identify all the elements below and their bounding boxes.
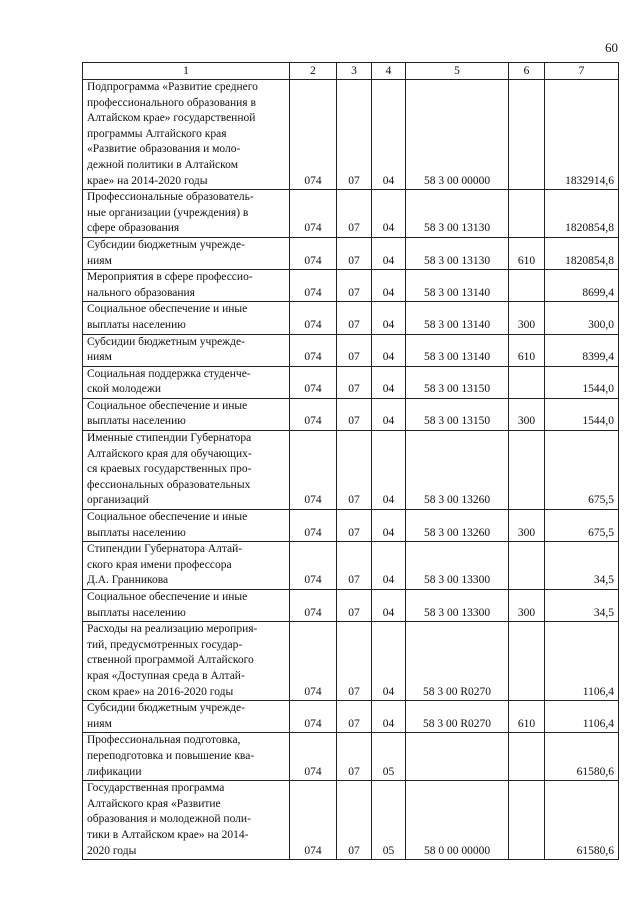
- column-header: 2: [290, 63, 337, 80]
- row-section-code: 07: [337, 622, 372, 701]
- row-subsection-code: 04: [372, 270, 406, 302]
- table-row: [83, 398, 619, 430]
- row-amount: 8699,4: [545, 270, 619, 302]
- row-name: Субсидии бюджетным учрежде- ниям: [83, 334, 290, 366]
- row-amount: 61580,6: [545, 733, 619, 781]
- row-section-code: 07: [337, 366, 372, 398]
- row-amount: 34,5: [545, 542, 619, 590]
- row-ministry-code: 074: [290, 237, 337, 269]
- column-header: 5: [406, 63, 509, 80]
- column-header: 4: [372, 63, 406, 80]
- row-expense-type: 610: [509, 237, 545, 269]
- row-ministry-code: 074: [290, 190, 337, 238]
- row-section-code: 07: [337, 334, 372, 366]
- table-row: [83, 270, 619, 302]
- row-target-article: 58 3 00 R0270: [406, 622, 509, 701]
- row-expense-type: [509, 190, 545, 238]
- table-row: [83, 334, 619, 366]
- row-ministry-code: 074: [290, 270, 337, 302]
- row-target-article: 58 3 00 13300: [406, 542, 509, 590]
- row-subsection-code: 04: [372, 302, 406, 334]
- row-name: Подпрограмма «Развитие среднего профессионального образования в Алтайском крае» государственной программы Алтайского края «Развитие образования и моло- дежной политики в Алтайском крае» на 2014-2020 годы: [83, 80, 290, 190]
- row-section-code: 07: [337, 270, 372, 302]
- row-subsection-code: 04: [372, 80, 406, 190]
- row-target-article: 58 3 00 R0270: [406, 701, 509, 733]
- row-expense-type: 300: [509, 510, 545, 542]
- row-section-code: 07: [337, 781, 372, 860]
- row-name: Субсидии бюджетным учрежде- ниям: [83, 701, 290, 733]
- row-amount: 1106,4: [545, 622, 619, 701]
- row-expense-type: [509, 781, 545, 860]
- table-row: [83, 542, 619, 590]
- row-ministry-code: 074: [290, 510, 337, 542]
- row-subsection-code: 04: [372, 542, 406, 590]
- row-target-article: [406, 733, 509, 781]
- row-name: Стипендии Губернатора Алтай- ского края имени профессора Д.А. Гранникова: [83, 542, 290, 590]
- table-row: [83, 510, 619, 542]
- table-row: [83, 431, 619, 510]
- row-name: Социальное обеспечение и иные выплаты населению: [83, 510, 290, 542]
- row-expense-type: [509, 431, 545, 510]
- row-subsection-code: 05: [372, 781, 406, 860]
- row-section-code: 07: [337, 431, 372, 510]
- row-name: Именные стипендии Губернатора Алтайского края для обучающих- ся краевых государственных про- фессиональных образовательных организаций: [83, 431, 290, 510]
- row-ministry-code: 074: [290, 366, 337, 398]
- row-expense-type: 300: [509, 302, 545, 334]
- row-target-article: 58 3 00 13140: [406, 334, 509, 366]
- row-section-code: 07: [337, 398, 372, 430]
- row-amount: 1544,0: [545, 366, 619, 398]
- column-header: 6: [509, 63, 545, 80]
- row-subsection-code: 04: [372, 366, 406, 398]
- row-target-article: 58 0 00 00000: [406, 781, 509, 860]
- row-amount: 1820854,8: [545, 237, 619, 269]
- row-expense-type: [509, 270, 545, 302]
- row-name: Социальное обеспечение и иные выплаты населению: [83, 398, 290, 430]
- table-row: [83, 80, 619, 190]
- row-section-code: 07: [337, 590, 372, 622]
- row-ministry-code: 074: [290, 781, 337, 860]
- row-amount: 300,0: [545, 302, 619, 334]
- row-target-article: 58 3 00 13140: [406, 270, 509, 302]
- column-header: 3: [337, 63, 372, 80]
- table-row: [83, 701, 619, 733]
- table-row: [83, 366, 619, 398]
- row-target-article: 58 3 00 13130: [406, 190, 509, 238]
- row-amount: 1106,4: [545, 701, 619, 733]
- column-header: 1: [83, 63, 290, 80]
- row-section-code: 07: [337, 733, 372, 781]
- row-expense-type: 610: [509, 334, 545, 366]
- table-row: [83, 590, 619, 622]
- row-target-article: 58 3 00 00000: [406, 80, 509, 190]
- row-expense-type: 300: [509, 590, 545, 622]
- column-number-row: [83, 63, 619, 80]
- row-amount: 1832914,6: [545, 80, 619, 190]
- row-subsection-code: 05: [372, 733, 406, 781]
- row-expense-type: [509, 542, 545, 590]
- row-name: Мероприятия в сфере профессио- нального образования: [83, 270, 290, 302]
- row-ministry-code: 074: [290, 622, 337, 701]
- row-ministry-code: 074: [290, 542, 337, 590]
- row-amount: 1820854,8: [545, 190, 619, 238]
- row-section-code: 07: [337, 510, 372, 542]
- row-name: Профессиональные образователь- ные организации (учреждения) в сфере образования: [83, 190, 290, 238]
- table-row: [83, 781, 619, 860]
- row-name: Государственная программа Алтайского края «Развитие образования и молодежной поли- тики в Алтайском крае» на 2014- 2020 годы: [83, 781, 290, 860]
- row-subsection-code: 04: [372, 237, 406, 269]
- row-target-article: 58 3 00 13300: [406, 590, 509, 622]
- row-name: Расходы на реализацию мероприя- тий, предусмотренных государ- ственной программой Алтайского края «Доступная среда в Алтай- ском крае» на 2016-2020 годы: [83, 622, 290, 701]
- table-row: [83, 733, 619, 781]
- row-ministry-code: 074: [290, 80, 337, 190]
- row-expense-type: [509, 80, 545, 190]
- row-ministry-code: 074: [290, 590, 337, 622]
- row-target-article: 58 3 00 13150: [406, 398, 509, 430]
- row-ministry-code: 074: [290, 398, 337, 430]
- row-amount: 8399,4: [545, 334, 619, 366]
- row-name: Социальное обеспечение и иные выплаты населению: [83, 590, 290, 622]
- row-subsection-code: 04: [372, 334, 406, 366]
- row-expense-type: [509, 733, 545, 781]
- table-row: [83, 190, 619, 238]
- row-ministry-code: 074: [290, 701, 337, 733]
- row-subsection-code: 04: [372, 701, 406, 733]
- row-name: Субсидии бюджетным учрежде- ниям: [83, 237, 290, 269]
- row-subsection-code: 04: [372, 622, 406, 701]
- row-section-code: 07: [337, 190, 372, 238]
- budget-table: [82, 62, 619, 860]
- page-number: 60: [605, 40, 618, 55]
- row-section-code: 07: [337, 701, 372, 733]
- row-section-code: 07: [337, 542, 372, 590]
- row-expense-type: [509, 366, 545, 398]
- row-amount: 61580,6: [545, 781, 619, 860]
- row-target-article: 58 3 00 13140: [406, 302, 509, 334]
- row-subsection-code: 04: [372, 510, 406, 542]
- row-name: Социальная поддержка студенче- ской молодежи: [83, 366, 290, 398]
- row-subsection-code: 04: [372, 431, 406, 510]
- row-section-code: 07: [337, 80, 372, 190]
- row-subsection-code: 04: [372, 190, 406, 238]
- row-target-article: 58 3 00 13130: [406, 237, 509, 269]
- table-row: [83, 302, 619, 334]
- row-amount: 34,5: [545, 590, 619, 622]
- row-subsection-code: 04: [372, 590, 406, 622]
- row-expense-type: [509, 622, 545, 701]
- row-expense-type: 610: [509, 701, 545, 733]
- row-amount: 1544,0: [545, 398, 619, 430]
- row-ministry-code: 074: [290, 334, 337, 366]
- row-subsection-code: 04: [372, 398, 406, 430]
- budget-table-body: [83, 63, 619, 860]
- row-ministry-code: 074: [290, 302, 337, 334]
- column-header: 7: [545, 63, 619, 80]
- row-expense-type: 300: [509, 398, 545, 430]
- row-amount: 675,5: [545, 431, 619, 510]
- row-ministry-code: 074: [290, 431, 337, 510]
- row-target-article: 58 3 00 13260: [406, 431, 509, 510]
- row-section-code: 07: [337, 302, 372, 334]
- table-row: [83, 622, 619, 701]
- row-amount: 675,5: [545, 510, 619, 542]
- table-row: [83, 237, 619, 269]
- row-name: Профессиональная подготовка, переподготовка и повышение ква- лификации: [83, 733, 290, 781]
- row-ministry-code: 074: [290, 733, 337, 781]
- row-target-article: 58 3 00 13150: [406, 366, 509, 398]
- row-section-code: 07: [337, 237, 372, 269]
- row-name: Социальное обеспечение и иные выплаты населению: [83, 302, 290, 334]
- row-target-article: 58 3 00 13260: [406, 510, 509, 542]
